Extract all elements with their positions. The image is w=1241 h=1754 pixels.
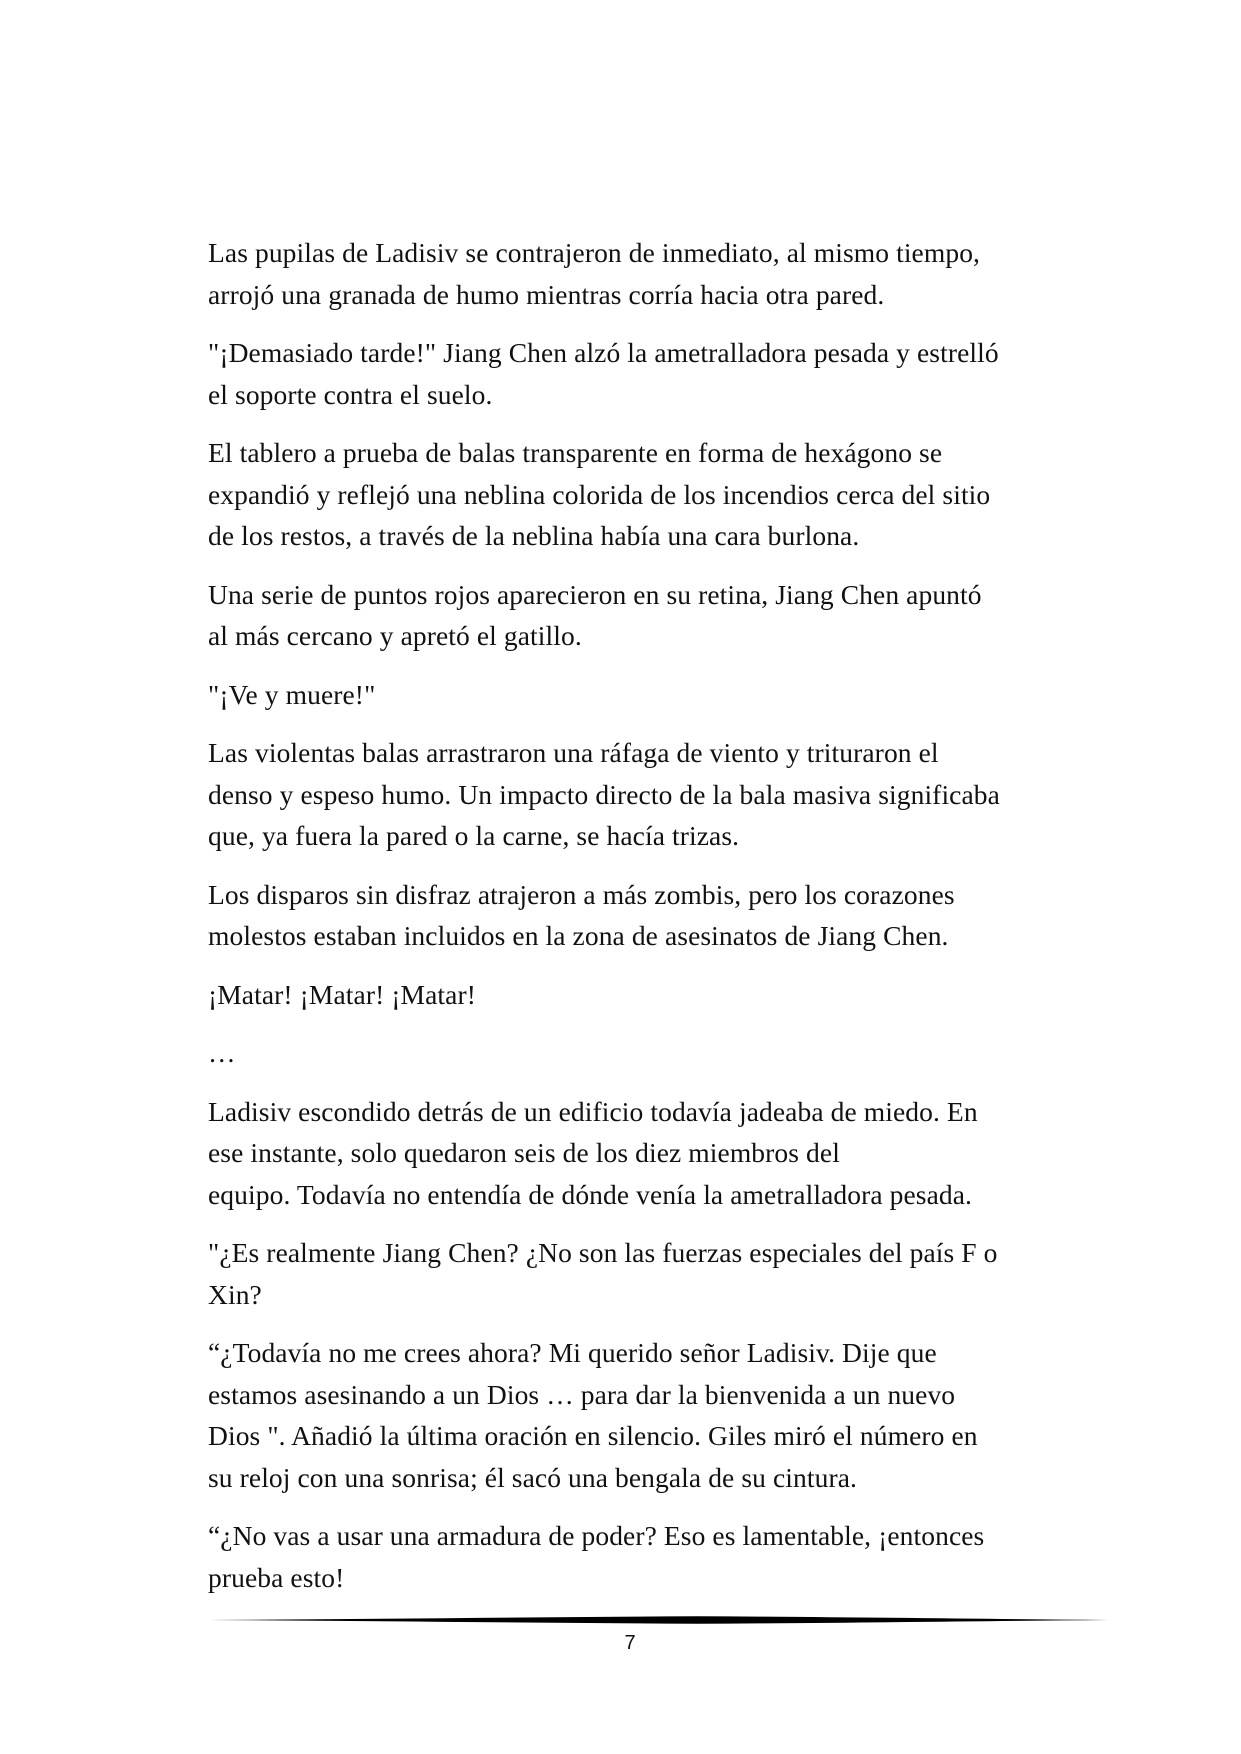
page-number: 7 — [624, 1632, 636, 1654]
paragraph-3 — [208, 432, 1088, 557]
text-line: que, ya fuera la pared o la carne, se hacía trizas. — [208, 820, 740, 851]
text-line: denso y espeso humo. Un impacto directo de la bala masiva significaba — [208, 778, 1000, 810]
text-line: Dios ". Añadió la última oración en silencio. Giles miró el número en — [208, 1420, 978, 1451]
paragraph-5 — [208, 674, 1088, 716]
paragraph-12 — [208, 1332, 1088, 1498]
paragraph-2 — [208, 332, 1088, 415]
text-line: Las violentas balas arrastraron una ráfaga de viento y trituraron el — [208, 737, 939, 768]
text-line: molestos estaban incluidos en la zona de asesinatos de Jiang Chen. — [208, 920, 949, 951]
paragraph-4 — [208, 574, 1088, 657]
text-line: de los restos, a través de la neblina había una cara burlona. — [208, 520, 860, 551]
text-line: estamos asesinando a un Dios … para dar la bienvenida a un nuevo — [208, 1378, 956, 1410]
text-line: Xin? — [208, 1278, 262, 1310]
paragraph-10 — [208, 1091, 1088, 1216]
paragraph-13 — [208, 1515, 1088, 1598]
text-line: ese instante, solo quedaron seis de los diez miembros del — [208, 1137, 840, 1168]
text-line: arrojó una granada de humo mientras corría hacia otra pared. — [208, 278, 885, 310]
text-line: … — [208, 1037, 236, 1068]
paragraph-6 — [208, 732, 1088, 857]
paragraph-7 — [208, 874, 1088, 957]
text-line: El tablero a prueba de balas transparente en forma de hexágono se — [208, 437, 943, 468]
text-line: expandió y reflejó una neblina colorida de los incendios cerca del sitio — [208, 478, 991, 510]
text-line: Ladisiv escondido detrás de un edificio todavía jadeaba de miedo. En — [208, 1095, 978, 1127]
text-line: al más cercano y apretó el gatillo. — [208, 620, 582, 651]
paragraph-1 — [208, 232, 1088, 315]
page-body — [208, 232, 1088, 1615]
text-line: su reloj con una sonrisa; él sacó una bengala de su cintura. — [208, 1461, 857, 1493]
text-line: Una serie de puntos rojos aparecieron en su retina, Jiang Chen apuntó — [208, 578, 982, 610]
text-line: Los disparos sin disfraz atrajeron a más zombis, pero los corazones — [208, 878, 955, 910]
text-line: "¿Es realmente Jiang Chen? ¿No son las fuerzas especiales del país F o — [208, 1237, 998, 1268]
text-line: "¡Ve y muere!" — [208, 678, 376, 710]
text-line: prueba esto! — [208, 1561, 345, 1593]
text-line: ¡Matar! ¡Matar! ¡Matar! — [208, 978, 476, 1010]
text-line: el soporte contra el suelo. — [208, 378, 493, 410]
text-line: "¡Demasiado tarde!" Jiang Chen alzó la ametralladora pesada y estrelló — [208, 337, 999, 368]
paragraph-9 — [208, 1032, 1088, 1074]
paragraph-11 — [208, 1232, 1088, 1315]
text-line: Las pupilas de Ladisiv se contrajeron de inmediato, al mismo tiempo, — [208, 237, 981, 268]
text-line: “¿Todavía no me crees ahora? Mi querido señor Ladisiv. Dije que — [208, 1337, 937, 1368]
text-line: “¿No vas a usar una armadura de poder? Eso es lamentable, ¡entonces — [208, 1520, 985, 1551]
paragraph-8 — [208, 974, 1088, 1016]
text-line: equipo. Todavía no entendía de dónde venía la ametralladora pesada. — [208, 1178, 973, 1210]
footer-divider — [208, 1613, 1108, 1627]
